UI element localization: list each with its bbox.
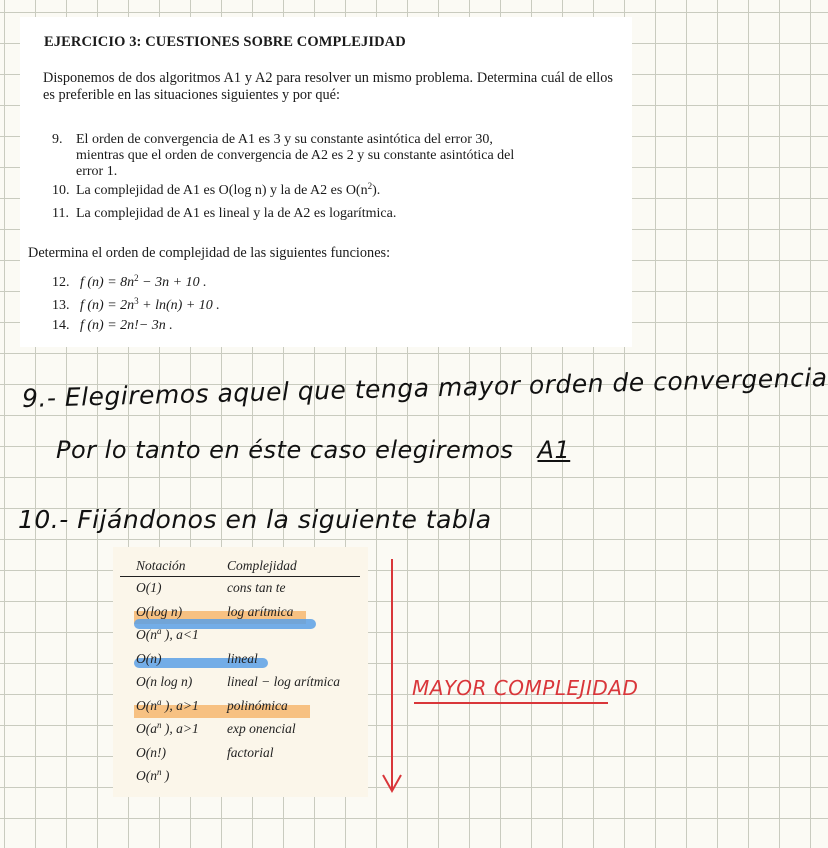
table-header: [120, 558, 360, 577]
table-row: [120, 601, 360, 625]
mayor-complejidad-label: MAYOR COMPLEJIDAD: [412, 676, 639, 700]
function-expr: f (n) = 8n: [80, 275, 135, 290]
down-arrow-icon: [380, 555, 410, 800]
question-11: [52, 206, 597, 222]
function-number: 13.: [52, 298, 70, 313]
complexity-table: [120, 558, 360, 789]
handwritten-note-9: 9.- Elegiremos aquel que tenga mayor orden de convergencia: [21, 362, 828, 413]
handwritten-text: Por lo tanto en éste caso elegiremos: [56, 436, 514, 464]
header-complexity: Complejidad: [227, 558, 297, 573]
exponent: a: [157, 626, 162, 636]
exponent: n: [157, 767, 162, 777]
function-13: [52, 298, 220, 314]
table-row: [120, 648, 360, 672]
notation-cell: [136, 627, 199, 643]
question-number: 11.: [52, 206, 69, 221]
question-text: error 1.: [76, 164, 118, 179]
exponent: n: [157, 720, 162, 730]
function-14: [52, 318, 173, 334]
determine-text: Determina el orden de complejidad de las siguientes funciones:: [28, 245, 391, 261]
question-10: [52, 183, 597, 199]
notation-text: ): [161, 768, 170, 783]
exercise-title: EJERCICIO 3: CUESTIONES SOBRE COMPLEJIDAD: [44, 34, 406, 50]
notation-text: O(a: [136, 721, 157, 736]
question-number: 10.: [52, 183, 70, 198]
table-row: [120, 624, 360, 648]
notation-text: ), a<1: [161, 627, 199, 642]
function-expr: + ln(n) + 10 .: [138, 298, 220, 313]
table-row: [120, 671, 360, 695]
notation-cell: O(n!): [136, 744, 166, 760]
complexity-cell: lineal − log arítmica: [227, 674, 340, 689]
table-row: [120, 695, 360, 719]
exercise-intro: Disponemos de dos algoritmos A1 y A2 para resolver un mismo problema. Determina cuál de ellos es preferible en las situaciones siguientes y por qué:: [43, 70, 613, 103]
label-underline: [412, 700, 612, 706]
table-row: [120, 765, 360, 789]
table-row: [120, 577, 360, 601]
notation-cell: O(log n): [136, 603, 183, 619]
complexity-cell: lineal: [227, 650, 258, 666]
question-9: [52, 132, 597, 180]
complexity-cell: cons tan te: [227, 580, 286, 595]
notation-text: ), a>1: [161, 697, 199, 713]
handwritten-note-10: 10.- Fijándonos en la siguiente tabla: [18, 505, 492, 534]
question-text: La complejidad de A1 es O(log n) y la de A2 es O(n: [76, 183, 368, 198]
question-text: ).: [372, 183, 381, 198]
exponent: 3: [134, 296, 139, 306]
header-notation: Notación: [136, 558, 186, 573]
notation-text: O(n: [136, 627, 157, 642]
function-12: [52, 275, 207, 291]
exponent: 2: [367, 181, 373, 191]
exponent: a: [157, 696, 162, 707]
notation-cell: [136, 698, 199, 714]
handwritten-note-9-conclusion: [56, 436, 570, 464]
table-row: [120, 742, 360, 766]
exponent: 2: [134, 273, 139, 283]
function-expr: − 3n + 10 .: [138, 275, 207, 290]
complexity-cell: log arítmica: [227, 603, 294, 619]
complexity-cell: exp onencial: [227, 721, 296, 736]
function-number: 14.: [52, 318, 70, 333]
question-text: La complejidad de A1 es lineal y la de A2 es logarítmica.: [76, 206, 397, 221]
question-text: El orden de convergencia de A1 es 3 y su constante asintótica del error 30,: [76, 132, 493, 147]
table-row: [120, 718, 360, 742]
question-text: mientras que el orden de convergencia de A2 es 2 y su constante asintótica del: [76, 148, 515, 163]
answer-a1: A1: [537, 436, 571, 464]
notation-text: O(n: [136, 768, 157, 783]
question-number: 9.: [52, 132, 63, 147]
function-expr: f (n) = 2n: [80, 298, 135, 313]
notation-cell: [136, 721, 199, 737]
complexity-cell: factorial: [227, 744, 274, 760]
notation-cell: O(1): [136, 580, 162, 595]
notation-text: ), a>1: [161, 721, 199, 736]
notation-cell: O(n log n): [136, 674, 193, 689]
function-number: 12.: [52, 275, 70, 290]
function-expr: f (n) = 2n!− 3n .: [80, 318, 173, 333]
notation-cell: O(n): [136, 650, 162, 666]
notation-cell: [136, 768, 169, 784]
complexity-cell: polinómica: [227, 697, 288, 713]
notation-text: O(n: [136, 697, 157, 713]
